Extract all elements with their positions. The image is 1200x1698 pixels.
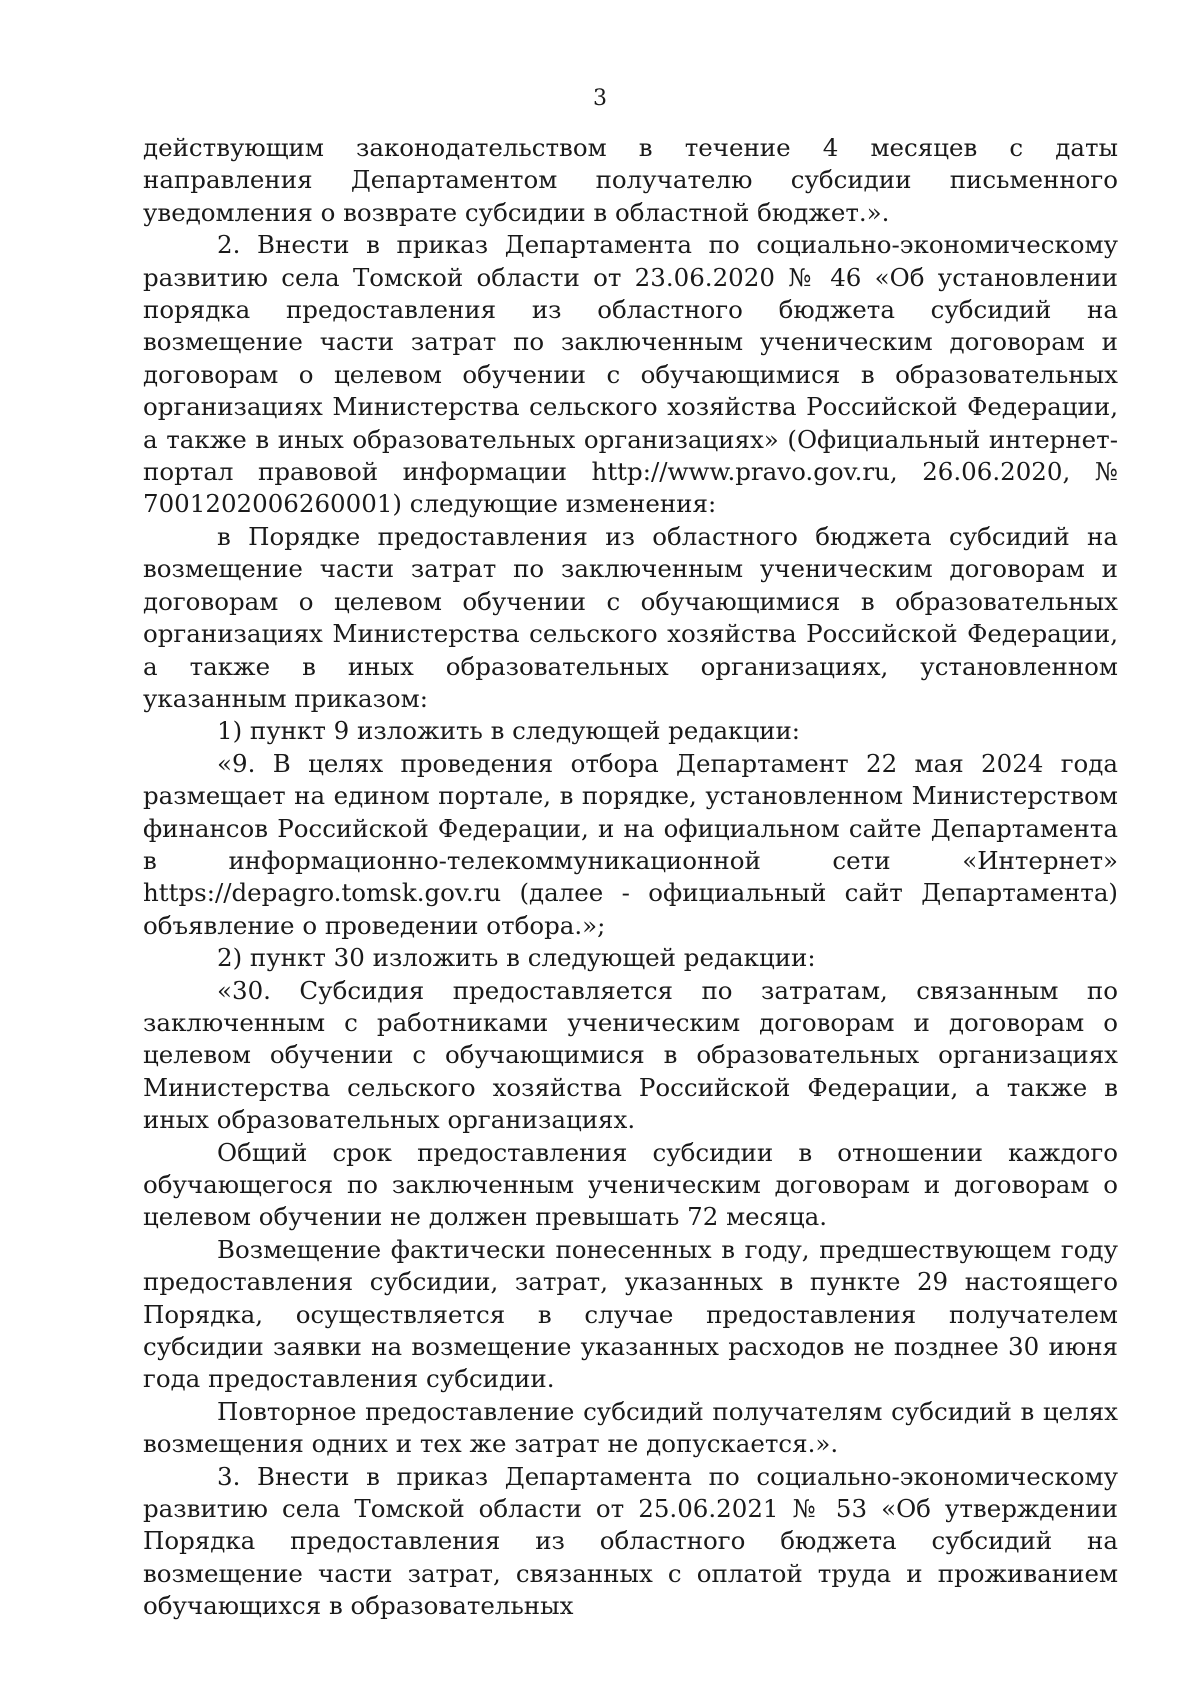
paragraph-3: в Порядке предоставления из областного бюджета субсидий на возмещение части затрат по заключенным ученическим договорам и договорам о целевом обучении с обучающимися в образовательных организациях Министерства сельского хозяйства Российской Федерации, а также в иных образовательных организациях, установленном указанным приказом:	[143, 521, 1118, 713]
paragraph-1: действующим законодательством в течение 4 месяцев с даты направления Департаментом получателю субсидии письменного уведомления о возврате субсидии в областной бюджет.».	[143, 133, 1118, 227]
page-number: 3	[593, 86, 607, 111]
paragraph-8: Общий срок предоставления субсидии в отношении каждого обучающегося по заключенным ученическим договорам и договорам о целевом обучении не должен превышать 72 месяца.	[143, 1137, 1118, 1232]
paragraph-4: 1) пункт 9 изложить в следующей редакции:	[217, 716, 801, 746]
paragraph-2: 2. Внести в приказ Департамента по социально-экономическому развитию села Томской области от 23.06.2020 № 46 «Об установлении порядка предоставления из областного бюджета субсидий на возмещение части затрат по заключенным ученическим договорам и договорам о целевом обучении с обучающимися в образовательных организациях Министерства сельского хозяйства Российской Федерации, а также в иных образовательных организациях» (Официальный интернет-портал правовой информации http://www.pravo.gov.ru, 26.06.2020, № 7001202006260001) следующие изменения:	[143, 230, 1118, 519]
paragraph-7: «30. Субсидия предоставляется по затратам, связанным по заключенным с работниками ученическим договорам и договорам о целевом обучении с обучающимися в образовательных организациях Министерства сельского хозяйства Российской Федерации, а также в иных образовательных организациях.	[143, 975, 1118, 1135]
paragraph-6: 2) пункт 30 изложить в следующей редакции:	[217, 943, 816, 973]
paragraph-9: Возмещение фактически понесенных в году, предшествующем году предоставления субсидии, затрат, указанных в пункте 29 настоящего Порядка, осуществляется в случае предоставления получателем субсидии заявки на возмещение указанных расходов не позднее 30 июня года предоставления субсидии.	[143, 1234, 1118, 1394]
paragraph-5: «9. В целях проведения отбора Департамент 22 мая 2024 года размещает на едином портале, в порядке, установленном Министерством финансов Российской Федерации, и на официальном сайте Департамента в информационно-телекоммуникационной сети «Интернет» https://depagro.tomsk.gov.ru (далее - официальный сайт Департамента) объявление о проведении отбора.»;	[143, 748, 1118, 940]
paragraph-10: Повторное предоставление субсидий получателям субсидий в целях возмещения одних и тех же затрат не допускается.».	[143, 1396, 1118, 1459]
paragraph-11: 3. Внести в приказ Департамента по социально-экономическому развитию села Томской области от 25.06.2021 № 53 «Об утверждении Порядка предоставления из областного бюджета субсидий на возмещение части затрат, связанных с оплатой труда и проживанием обучающихся в образовательных	[143, 1461, 1118, 1621]
document-body	[143, 132, 1118, 1623]
